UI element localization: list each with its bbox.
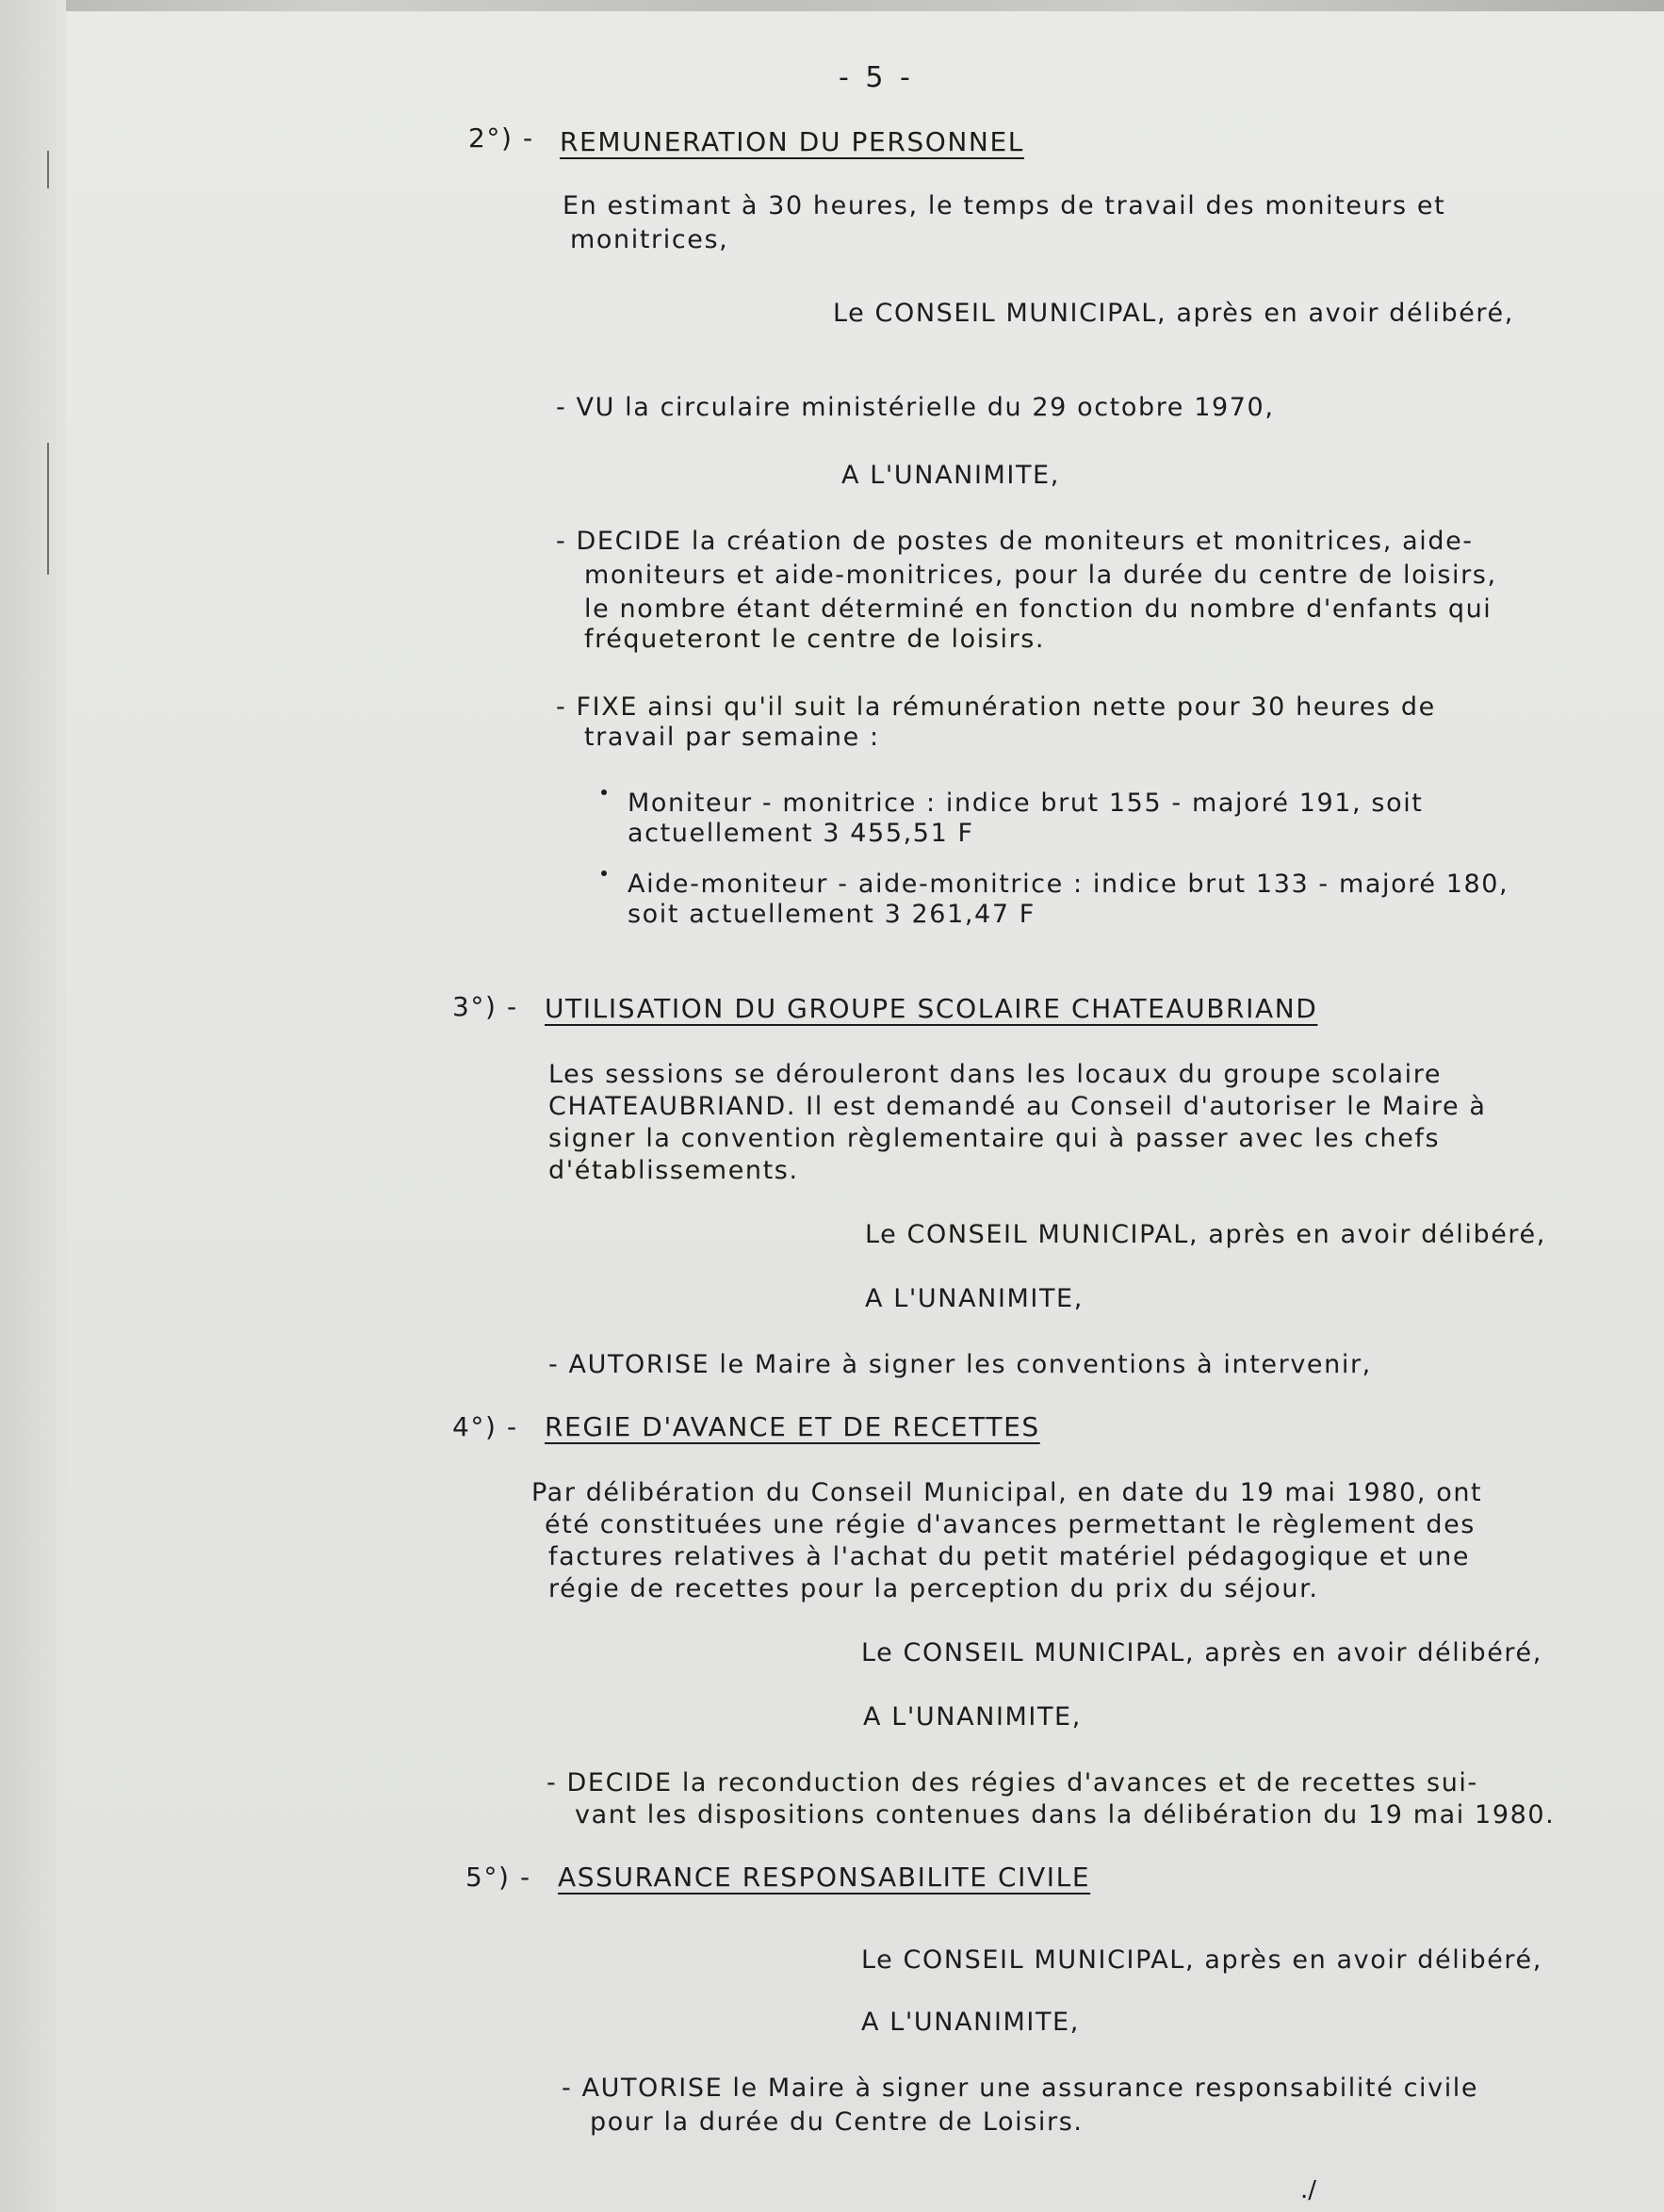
section-2-decide-line: le nombre étant déterminé en fonction du nombre d'enfants qui: [584, 594, 1493, 624]
section-5-number: 5°) -: [465, 1862, 531, 1893]
section-2-bullet-2-line: soit actuellement 3 261,47 F: [628, 900, 1036, 929]
bullet-icon: [601, 789, 607, 795]
continuation-mark: ./: [1300, 2176, 1317, 2204]
section-4-title: REGIE D'AVANCE ET DE RECETTES: [545, 1411, 1040, 1442]
scan-artifact-mark: [47, 151, 49, 188]
section-2-title: REMUNERATION DU PERSONNEL: [560, 126, 1024, 157]
section-2-vu-clause: - VU la circulaire ministérielle du 29 octobre 1970,: [556, 393, 1275, 422]
section-5-autorise-line: pour la durée du Centre de Loisirs.: [590, 2107, 1084, 2137]
section-2-fixe-line: - FIXE ainsi qu'il suit la rémunération nette pour 30 heures de: [556, 692, 1436, 722]
section-2-number: 2°) -: [468, 122, 534, 154]
scan-left-margin: [0, 0, 66, 2212]
section-4-intro-line: été constituées une régie d'avances permettant le règlement des: [545, 1510, 1476, 1539]
section-4-decide-line: vant les dispositions contenues dans la délibération du 19 mai 1980.: [575, 1800, 1556, 1830]
section-4-intro-line: factures relatives à l'achat du petit matériel pédagogique et une: [548, 1542, 1471, 1571]
scan-top-edge: [0, 0, 1664, 11]
section-4-council-statement: Le CONSEIL MUNICIPAL, après en avoir délibéré,: [861, 1638, 1542, 1667]
section-2-intro-line: En estimant à 30 heures, le temps de travail des moniteurs et: [563, 191, 1446, 220]
section-2-bullet-1-line: actuellement 3 455,51 F: [628, 819, 974, 848]
section-2-intro-line: monitrices,: [570, 225, 729, 254]
section-3-number: 3°) -: [452, 991, 518, 1022]
section-2-decide-line: - DECIDE la création de postes de moniteurs et monitrices, aide-: [556, 527, 1474, 556]
section-4-intro-line: Par délibération du Conseil Municipal, en date du 19 mai 1980, ont: [531, 1478, 1483, 1507]
section-3-intro-line: d'établissements.: [548, 1156, 799, 1185]
bullet-icon: [601, 870, 607, 876]
section-2-unanimity: A L'UNANIMITE,: [841, 461, 1060, 490]
section-5-title: ASSURANCE RESPONSABILITE CIVILE: [558, 1862, 1091, 1893]
section-3-title: UTILISATION DU GROUPE SCOLAIRE CHATEAUBRIAND: [545, 993, 1318, 1024]
section-4-intro-line: régie de recettes pour la perception du prix du séjour.: [548, 1574, 1319, 1603]
section-3-intro-line: signer la convention règlementaire qui à passer avec les chefs: [548, 1124, 1441, 1153]
section-4-number: 4°) -: [452, 1411, 518, 1442]
section-2-decide-line: moniteurs et aide-monitrices, pour la durée du centre de loisirs,: [584, 561, 1497, 590]
section-3-unanimity: A L'UNANIMITE,: [865, 1284, 1084, 1313]
section-5-unanimity: A L'UNANIMITE,: [861, 2008, 1080, 2037]
page-number: - 5 -: [839, 61, 914, 94]
section-3-intro-line: CHATEAUBRIAND. Il est demandé au Conseil d'autoriser le Maire à: [548, 1092, 1487, 1121]
section-2-decide-line: fréqueteront le centre de loisirs.: [584, 625, 1046, 654]
section-4-unanimity: A L'UNANIMITE,: [863, 1702, 1082, 1732]
section-3-autorise-clause: - AUTORISE le Maire à signer les conventions à intervenir,: [548, 1350, 1372, 1379]
section-5-council-statement: Le CONSEIL MUNICIPAL, après en avoir délibéré,: [861, 1945, 1542, 1975]
section-3-intro-line: Les sessions se dérouleront dans les locaux du groupe scolaire: [548, 1060, 1443, 1089]
section-2-bullet-1-line: Moniteur - monitrice : indice brut 155 - majoré 191, soit: [628, 789, 1424, 818]
section-2-council-statement: Le CONSEIL MUNICIPAL, après en avoir délibéré,: [833, 299, 1514, 328]
scan-artifact-mark: [47, 443, 49, 575]
section-4-decide-line: - DECIDE la reconduction des régies d'avances et de recettes sui-: [547, 1768, 1478, 1797]
section-3-council-statement: Le CONSEIL MUNICIPAL, après en avoir délibéré,: [865, 1220, 1546, 1249]
section-2-fixe-line: travail par semaine :: [584, 723, 880, 752]
section-5-autorise-line: - AUTORISE le Maire à signer une assurance responsabilité civile: [562, 2074, 1479, 2103]
section-2-bullet-2-line: Aide-moniteur - aide-monitrice : indice brut 133 - majoré 180,: [628, 870, 1509, 899]
